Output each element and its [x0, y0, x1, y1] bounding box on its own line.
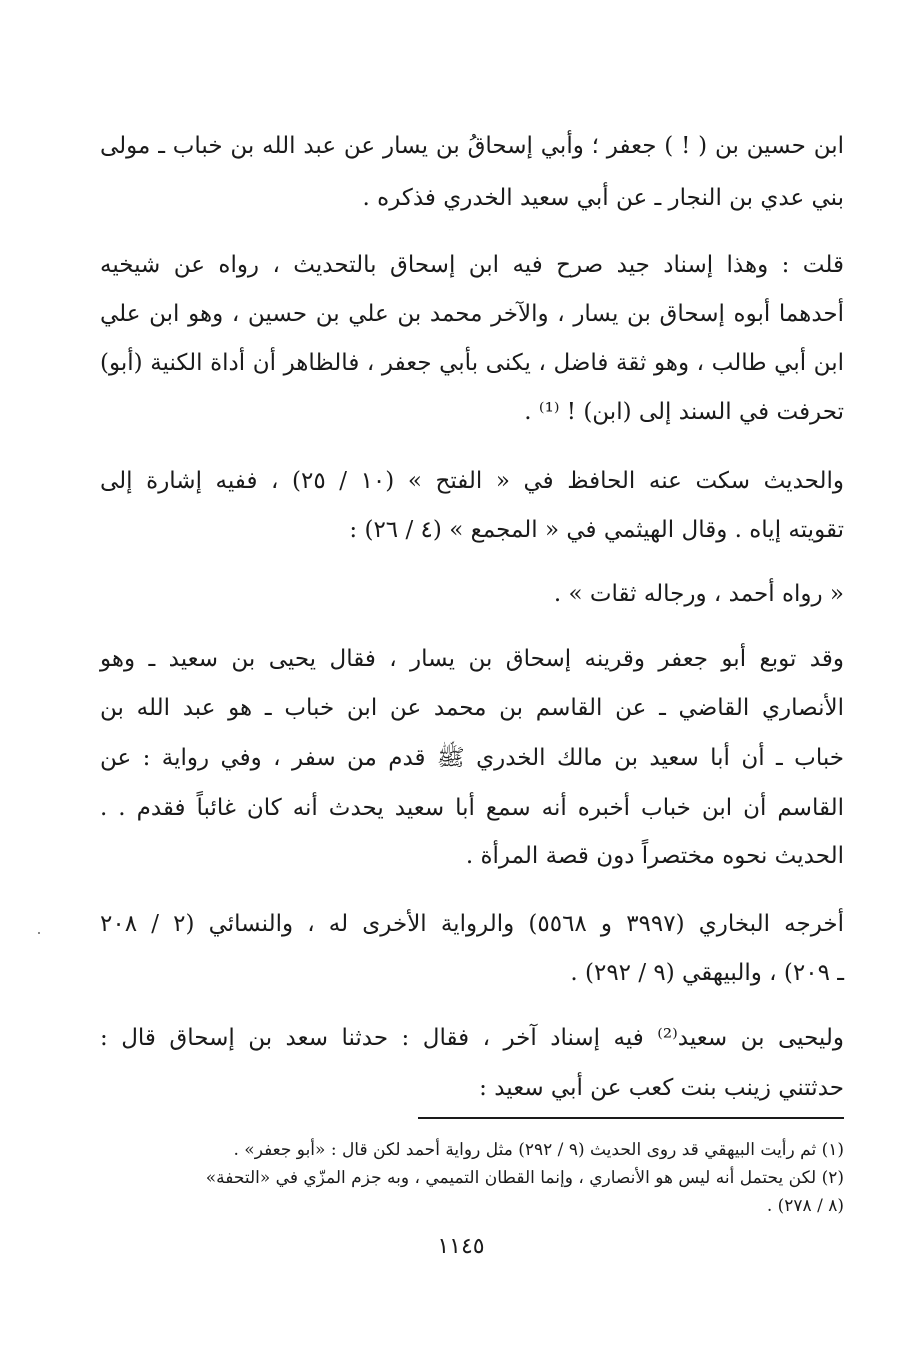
text-line: والحديث سكت عنه الحافظ في « الفتح » (١٠ / ٢٥) ، ففيه إشارة إلى: [100, 468, 844, 494]
footnote: (٨ / ٢٧٨) .: [766, 1196, 844, 1216]
footnote: (١) ثم رأيت البيهقي قد روى الحديث (٩ / ٢٩٢) مثل رواية أحمد لكن قال : «أبو جعفر» .: [233, 1140, 844, 1160]
quote-line: « رواه أحمد ، ورجاله ثقات » .: [553, 581, 844, 607]
footnote-separator: [418, 1117, 844, 1119]
text-line: أخرجه البخاري (٣٩٩٧ و ٥٥٦٨) والرواية الأخرى له ، والنسائي (٢ / ٢٠٨: [100, 911, 845, 937]
text-line: وقد توبع أبو جعفر وقرينه إسحاق بن يسار ، فقال يحيى بن سعيد ـ وهو: [100, 646, 844, 672]
footnote: (٢) لكن يحتمل أنه ليس هو الأنصاري ، وإنما القطان التميمي ، وبه جزم المزّي في «التحفة»: [205, 1168, 844, 1188]
text-line: تقويته إياه . وقال الهيثمي في « المجمع » (٤ / ٢٦) :: [349, 517, 844, 543]
text-line: قلت : وهذا إسناد جيد صرح فيه ابن إسحاق بالتحديث ، رواه عن شيخيه: [100, 252, 844, 278]
page-number: ١١٤٥: [437, 1234, 485, 1259]
text-line: أحدهما أبوه إسحاق بن يسار ، والآخر محمد بن علي بن حسين ، وهو ابن علي: [100, 301, 844, 327]
text-line: القاسم أن ابن خباب أخبره أنه سمع أبا سعيد يحدث أنه كان غائباً فقدم . .: [100, 795, 844, 821]
text-line: حدثتني زينب بنت كعب عن أبي سعيد :: [479, 1075, 844, 1101]
text-line: الحديث نحوه مختصراً دون قصة المرأة .: [465, 843, 844, 869]
margin-mark: [38, 932, 40, 934]
text-line: بني عدي بن النجار ـ عن أبي سعيد الخدري فذكره .: [362, 185, 844, 211]
text-line: ابن حسين بن ( ! ) جعفر ؛ وأبي إسحاقُ بن يسار عن عبد الله بن خباب ـ مولى: [100, 133, 844, 159]
text-line: ـ ٢٠٩) ، والبيهقي (٩ / ٢٩٢) .: [570, 960, 844, 986]
text-line: خباب ـ أن أبا سعيد بن مالك الخدري ﷺ قدم من سفر ، وفي رواية : عن: [100, 745, 844, 771]
text-line: تحرفت في السند إلى (ابن) ! ⁽¹⁾ .: [524, 399, 844, 425]
text-line: الأنصاري القاضي ـ عن القاسم بن محمد عن ابن خباب ـ هو عبد الله بن: [100, 695, 844, 721]
text-line: ابن أبي طالب ، وهو ثقة فاضل ، يكنى بأبي جعفر ، فالظاهر أن أداة الكنية (أبو): [100, 350, 844, 376]
text-line: وليحيى بن سعيد⁽²⁾ فيه إسناد آخر ، فقال : حدثنا سعد بن إسحاق قال :: [100, 1025, 844, 1051]
